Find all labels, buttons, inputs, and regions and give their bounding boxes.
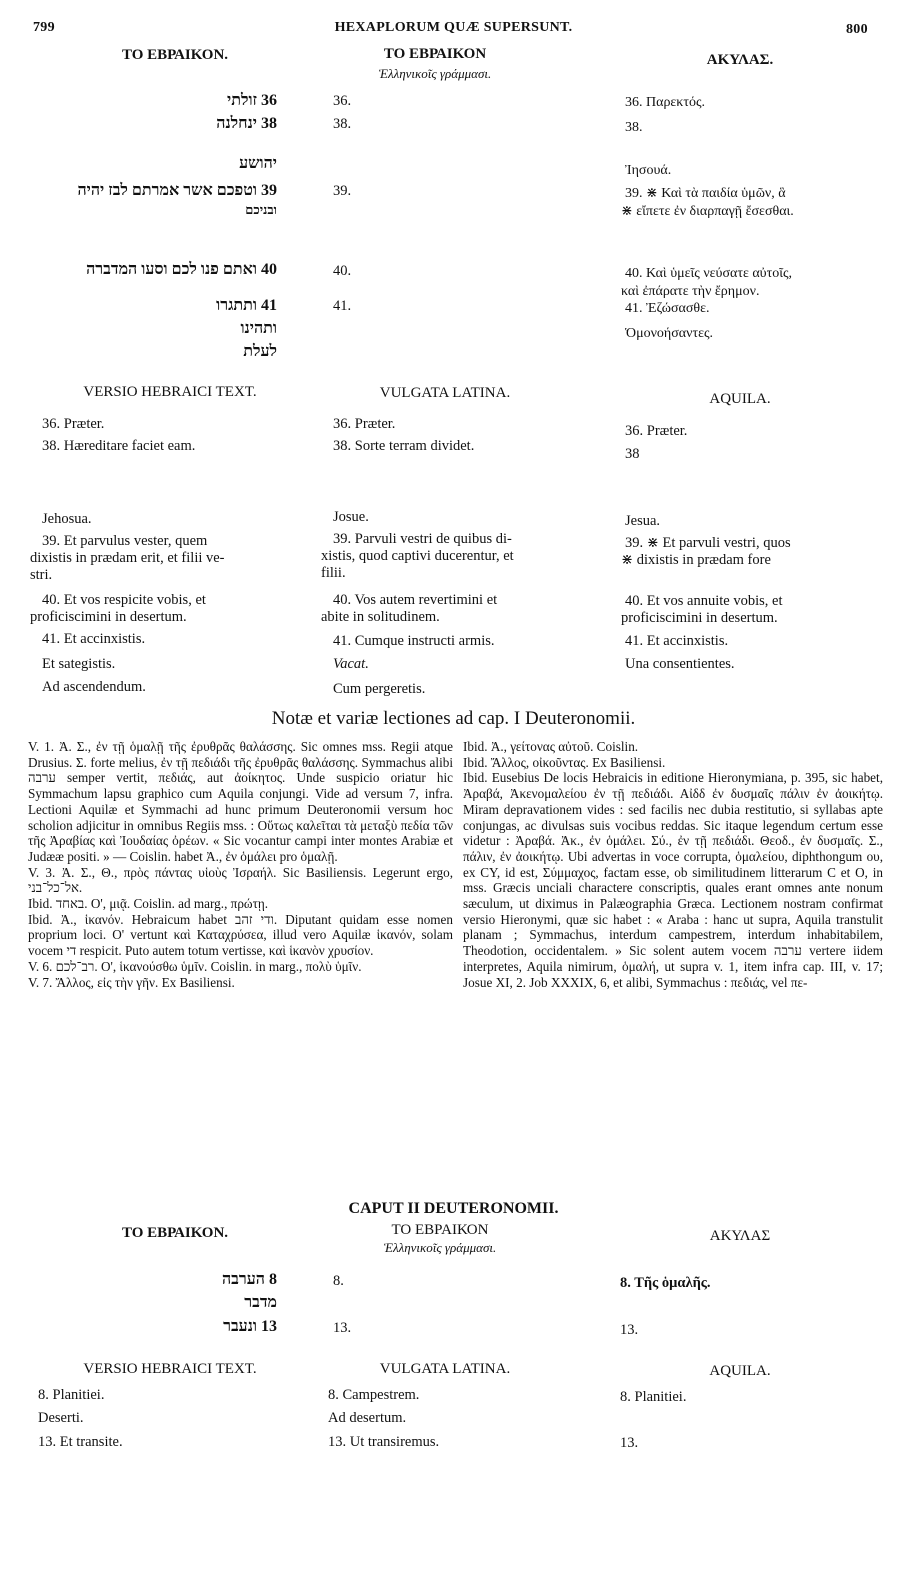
versio-line: 38. Hæreditare faciet eam. [42, 438, 196, 454]
translit-line: 36. [333, 93, 352, 109]
aquila-greek-line: 40. Καὶ ὑμεῖς νεύσατε αὐτοῖς, [625, 266, 793, 281]
vulgata-line: 40. Vos autem revertimini et [333, 592, 498, 608]
vulgata-line: xistis, quod captivi ducerentur, et [321, 548, 514, 564]
translit-line: 41. [333, 298, 352, 314]
aquila-greek-line: 8. Τῆς ὁμαλῆς. [620, 1275, 711, 1291]
versio-line: Deserti. [38, 1410, 84, 1426]
hebrew-line: 8 הערבה [221, 1271, 277, 1288]
vulgata-line: 36. Præter. [333, 416, 396, 432]
aquila-latin-line: Jesua. [625, 513, 661, 529]
hebrew-line: 41 ותתגרו [216, 297, 277, 314]
versio-line: 41. Et accinxistis. [42, 631, 146, 647]
translit-line: 13. [333, 1320, 352, 1336]
col-head-aquila-latin: AQUILA. [709, 391, 771, 407]
hebrew-line: 40 ואתם פנו לכם וסעו המדברה [86, 261, 277, 278]
vulgata-line: Vacat. [333, 656, 369, 672]
aquila-greek-line: 36. Παρεκτός. [625, 95, 706, 110]
versio-line: Ad ascendendum. [42, 679, 146, 695]
vulgata-line: 39. Parvuli vestri de quibus di- [333, 531, 512, 547]
versio-line: 36. Præter. [42, 416, 105, 432]
translit-line: 39. [333, 183, 352, 199]
notes-title: Notæ et variæ lectiones ad cap. I Deuteronomii. [271, 708, 636, 729]
aquila-latin-line: 39. ⋇ Et parvuli vestri, quos [625, 535, 791, 551]
aquila-greek-line: Ὁμονοήσαντες. [625, 326, 713, 341]
hebrew-line: לעלת [243, 343, 277, 360]
aquila-latin-line: 38 [625, 446, 640, 462]
col-head-vulgata: VULGATA LATINA. [379, 1361, 511, 1377]
aquila-latin-line: proficiscimini in desertum. [621, 610, 778, 626]
translit-line: 8. [333, 1273, 344, 1289]
notes-left-column [28, 739, 453, 990]
aquila-latin-line: 41. Et accinxistis. [625, 633, 729, 649]
aquila-greek-line: ⋇ εἴπετε ἐν διαρπαγῇ ἔσεσθαι. [621, 204, 794, 219]
versio-line: Et sategistis. [42, 656, 116, 672]
vulgata-line: 41. Cumque instructi armis. [333, 633, 495, 649]
col-sub-translit: Ἑλληνικοῖς γράμμασι. [378, 66, 492, 81]
col-head-hebrew: ΤΟ ΕΒΡΑΙΚΟΝ. [121, 1225, 229, 1241]
note-paragraph: V. 1. Ἀ. Σ., ἐν τῇ ὁμαλῇ τῆς ἐρυθρᾶς θαλάσσης. Sic omnes mss. Regii atque Drusius. Σ. forte melius, ἐν τῇ πεδιάδι τῆς ἐρυθρᾶς θαλάσσης. Symmachus alibi ערבה semper vertit, πεδιάς, aut ἀοίκητος. Unde suspicio oriatur hic Symmachum lapsu graphico cum Aquila conjungi. Vide ad versum 7, infra. Lectioni Aquilæ et Symmachi ad hunc primum Deuteronomii versum hoc scholion adjicitur in omnibus Regiis mss. : Οὕτως καλεῖται τὰ μεταξὺ πεδία τῶν τῆς Ἀραβίας καὶ Ἰουδαίας ὀρέων. « Sic vocantur campi inter montes Arabiæ et Judææ positi. » — Coislin. habet Ἀ., ἐν ὁμάλει pro ὁμαλῇ. [28, 739, 453, 864]
aquila-greek-line: καὶ ἐπάρατε τὴν ἔρημον. [621, 284, 760, 299]
versio-line: 40. Et vos respicite vobis, et [42, 592, 206, 608]
note-paragraph: V. 6. רב־לכם. Ο', ἱκανούσθω ὑμῖν. Coislin. in marg., πολὺ ὑμῖν. [28, 958, 362, 974]
note-paragraph: Ibid. Ἄλλος, οἰκοῦντας. Ex Basiliensi. [463, 754, 666, 770]
hebrew-line: ותהינו [240, 320, 277, 337]
vulgata-line: abite in solitudinem. [321, 609, 440, 625]
vulgata-line: Josue. [333, 509, 369, 525]
col-head-versio: VERSIO HEBRAICI TEXT. [83, 1361, 257, 1377]
page-number-right: 800 [846, 22, 868, 37]
vulgata-line: 13. Ut transiremus. [328, 1434, 440, 1450]
aquila-greek-line: Ἰησουά. [625, 163, 672, 178]
note-paragraph: V. 3. Ἀ. Σ., Θ., πρὸς πάντας υἱοὺς Ἰσραήλ. Sic Basiliensis. Legerunt ergo, אל־כל־בני. [28, 864, 453, 896]
col-head-translit: ΤΟ ΕΒΡΑΙΚΟΝ [383, 46, 487, 62]
versio-line: 13. Et transite. [38, 1434, 123, 1450]
vulgata-line: Ad desertum. [328, 1410, 407, 1426]
caput-title: CAPUT II DEUTERONOMII. [348, 1200, 559, 1217]
hebrew-line: יהושע [239, 155, 277, 172]
aquila-greek-line: 39. ⋇ Καὶ τὰ παιδία ὑμῶν, ἃ [625, 186, 786, 201]
running-title: HEXAPLORUM QUÆ SUPERSUNT. [334, 20, 573, 35]
aquila-latin-line: 8. Planitiei. [620, 1389, 687, 1405]
versio-line: dixistis in prædam erit, et filii ve- [30, 550, 225, 566]
vulgata-line: filii. [321, 565, 346, 581]
vulgata-line: 38. Sorte terram dividet. [333, 438, 475, 454]
versio-line: 8. Planitiei. [38, 1387, 105, 1403]
col-head-vulgata: VULGATA LATINA. [379, 385, 511, 401]
translit-line: 38. [333, 116, 352, 132]
aquila-latin-line: Una consentientes. [625, 656, 735, 672]
versio-line: Jehosua. [42, 511, 92, 527]
col-head-translit: ΤΟ ΕΒΡΑΙΚΟΝ [391, 1222, 489, 1238]
versio-line: proficiscimini in desertum. [30, 609, 187, 625]
aquila-latin-line: 40. Et vos annuite vobis, et [625, 593, 783, 609]
aquila-latin-line: 36. Præter. [625, 423, 688, 439]
note-paragraph: V. 7. Ἄλλος, εἰς τὴν γῆν. Ex Basiliensi. [28, 974, 235, 990]
page-number-left: 799 [33, 20, 55, 35]
col-head-hebrew: ΤΟ ΕΒΡΑΙΚΟΝ. [121, 47, 229, 63]
versio-line: stri. [30, 567, 53, 583]
aquila-latin-line: ⋇ dixistis in prædam fore [621, 552, 771, 568]
note-paragraph: Ibid. Eusebius De locis Hebraicis in editione Hieronymiana, p. 395, sic habet, Ἀραβά, Ἀκενομαλείου ἐν τῇ πεδιάδι. Αἰδδ ἐν δυσμαῖς πάλιν ἐν ἀοικήτῳ. Miram depravationem vides : sed facilis nec dubia restitutio, si syllabas apte conjungas, ac divulsas suis vocibus reddas. Sic itaque legendum certum esse videtur : Ἀραβά. Ἀκ., ἐν ὁμάλει. Σύ., ἐν τῇ πεδιάδι. Θεοδ., ἐν δυσμαῖς. Σ., πάλιν, ἐν ἀοικήτῳ. Ubi advertas in voce corrupta, ὁμαλείου, diphthongum ου, ex CY, id est, Σύμμαχος, factam esse, ob similitudinem litterarum C et O, in mss. Græcis unciali charactere conscriptis, quales erant omnes ante nonum sæculum, ut diximus in Palæographia Græca. Lectionem nostram confirmat versio Hieronymi, quæ sic habet : « Araba : hanc ut supra, Aquila transtulit planam ; Symmachus, interdum campestrem, interdum inhabitabilem, Theodotion, occidentalem. » Sic solent autem vocem ערבה vertere iidem interpretes, Aquila nimirum, ὁμαλή, ut supra v. 1, item infra cap. III, v. 17; Josue XI, 2. Job XXXIX, 6, et alibi, Symmachus : πεδιάς, vel πε- [463, 770, 883, 990]
col-head-versio: VERSIO HEBRAICI TEXT. [83, 384, 257, 400]
hebrew-line: 39 וטפכם אשר אמרתם לבז יהיה [77, 182, 277, 199]
hebrew-line: 13 ונעבר [223, 1318, 277, 1335]
note-paragraph: Ibid. Ἀ., γείτονας αὐτοῦ. Coislin. [463, 739, 639, 754]
col-sub-translit: Ἑλληνικοῖς γράμμασι. [383, 1240, 497, 1255]
hebrew-line: 38 ינחלנה [216, 115, 277, 132]
translit-line: 40. [333, 263, 352, 279]
hebrew-line: ובניכם [245, 202, 277, 217]
aquila-greek-line: 38. [625, 120, 643, 135]
vulgata-line: Cum pergeretis. [333, 681, 426, 697]
note-paragraph: Ibid. Ἀ., ἱκανόν. Hebraicum habet ודי זהב. Diputant quidam esse nomen proprium loci. Ο' vertunt καὶ Καταχρύσεα, illud vero Aquilæ ἱκανόν, solam vocem די respicit. Puto autem totum vertisse, καὶ ἱκανὸν χρυσίον. [28, 911, 453, 959]
notes-right-column [463, 739, 883, 990]
col-head-aquila: ΑΚΥΛΑΣ. [706, 52, 774, 68]
hebrew-line: מדבר [244, 1294, 277, 1311]
vulgata-line: 8. Campestrem. [328, 1387, 420, 1403]
aquila-greek-line: 41. Ἐζώσασθε. [625, 301, 710, 316]
col-head-aquila: ΑΚΥΛΑΣ [709, 1228, 771, 1244]
versio-line: 39. Et parvulus vester, quem [42, 533, 208, 549]
note-paragraph: Ibid. באחד. Ο', μιᾷ. Coislin. ad marg., πρώτῃ. [28, 896, 269, 912]
aquila-greek-line: 13. [620, 1322, 639, 1338]
hebrew-line: 36 זולתי [227, 92, 277, 109]
col-head-aquila-latin: AQUILA. [709, 1363, 771, 1379]
aquila-latin-line: 13. [620, 1435, 639, 1451]
